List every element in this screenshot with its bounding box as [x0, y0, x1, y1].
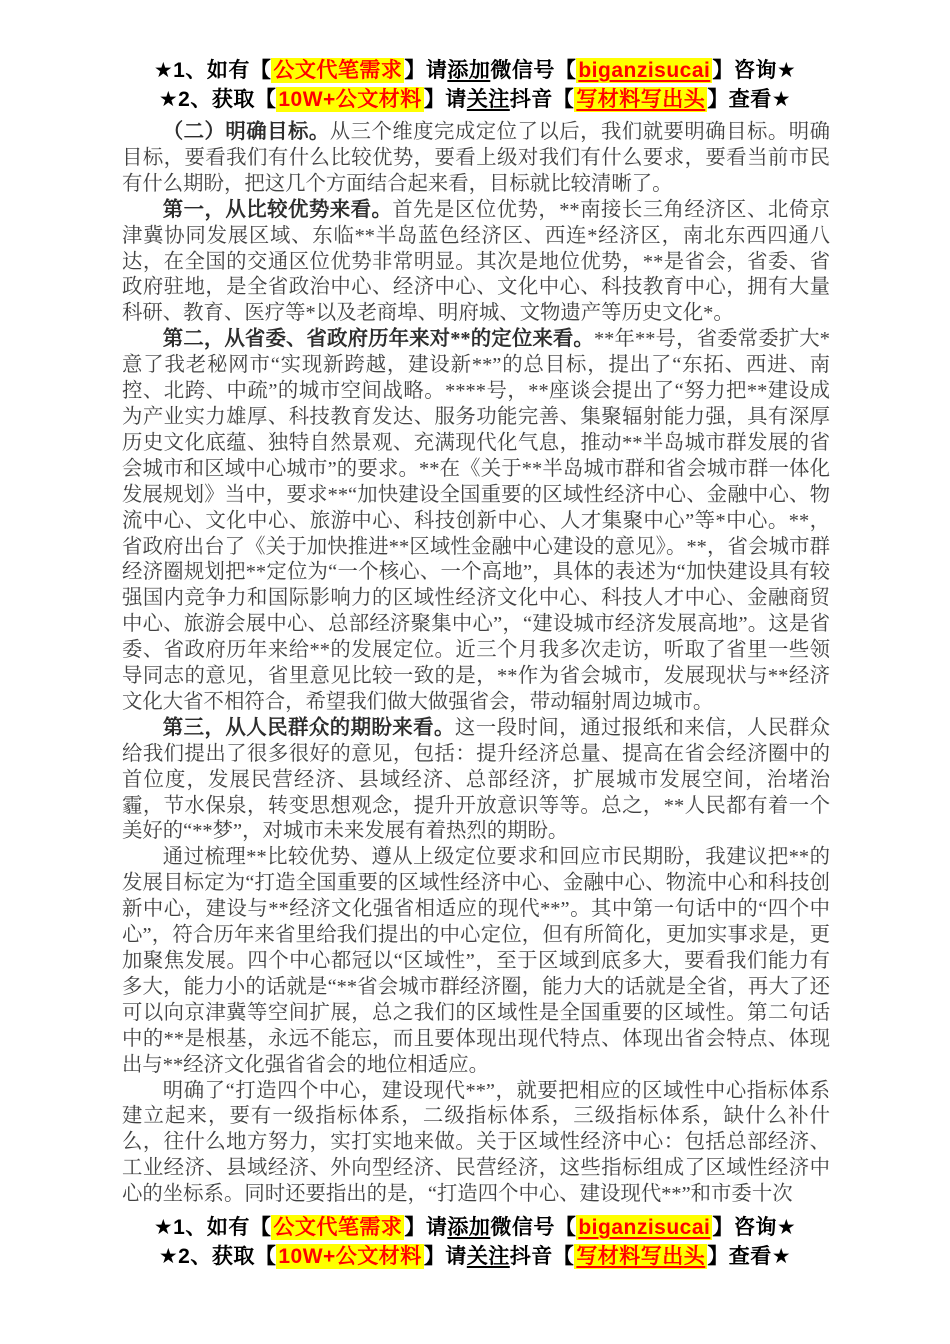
promo-1-prefix: ★1、如有【 [153, 1216, 272, 1239]
promo-2-mid-1: 】请 [423, 1245, 467, 1268]
paragraph-4: 第三，从人民群众的期盼来看。这一段时间，通过报纸和来信，人民群众给我们提出了很多很好的意见，包括：提升经济总量、提高在省会经济圈中的首位度，发展民营经济、县域经济、总部经济，扩展城市发展空间，治堵治霾，节水保泉，转变思想观念，提升开放意识等等。总之，**人民都有着一个美好的“**梦”，对城市未来发展有着热烈的期盼。 [122, 716, 830, 843]
promo-2-follow-underline: 关注 [466, 1245, 510, 1268]
promo-line-1 [0, 56, 950, 85]
promo-1-service-highlight: 公文代笔需求 [273, 59, 403, 82]
paragraph-6: 明确了“打造四个中心，建设现代**”，就要把相应的区域性中心指标体系建立起来，要有一级指标体系，二级指标体系，三级指标体系，缺什么补什么，往什么地方努力，实打实地来做。关于区域性经济中心：包括总部经济、工业经济、县域经济、外向型经济、民营经济，这些指标组成了区域性经济中心的坐标系。同时还要指出的是，“打造四个中心、建设现代**”和市委十次 [122, 1079, 830, 1206]
promo-2-mid-1: 】请 [423, 88, 467, 111]
paragraph-4-lead: 第三，从人民群众的期盼来看。 [162, 716, 455, 739]
douyin-account-highlight: 写材料写出头 [576, 88, 706, 111]
promo-line-2 [0, 85, 950, 114]
promo-2-prefix: ★2、获取【 [158, 88, 277, 111]
promo-line-2 [0, 1242, 950, 1271]
promo-2-suffix: 】查看★ [707, 88, 792, 111]
promo-2-prefix: ★2、获取【 [158, 1245, 277, 1268]
promo-2-mid-2: 抖音【 [509, 88, 575, 111]
promo-1-mid-2: 微信号【 [490, 59, 577, 82]
promo-banner-bottom [0, 1213, 950, 1271]
promo-1-suffix: 】咨询★ [712, 59, 797, 82]
promo-1-mid-1: 】请 [404, 59, 448, 82]
wechat-id-highlight: biganzisucai [578, 1216, 711, 1239]
promo-1-mid-2: 微信号【 [490, 1216, 577, 1239]
paragraph-3-lead: 第二，从省委、省政府历年来对**的定位来看。 [162, 328, 594, 351]
promo-1-mid-1: 】请 [404, 1216, 448, 1239]
promo-banner-top [0, 56, 950, 114]
paragraph-3: 第二，从省委、省政府历年来对**的定位来看。**年**号，省委常委扩大*意了我老秘网市“实现新跨越，建设新**”的总目标，提出了“东拓、西进、南控、北跨、中疏”的城市空间战略。****号，**座谈会提出了“努力把**建设成为产业实力雄厚、科技教育发达、服务功能完善、集聚辐射能力强，具有深厚历史文化底蕴、独特自然景观、充满现代化气息，推动**半岛城市群发展的省会城市和区域中心城市”的要求。**在《关于**半岛城市群和省会城市群一体化发展规划》当中，要求**“加快建设全国重要的区域性经济中心、金融中心、物流中心、文化中心、旅游中心、科技创新中心、人才集聚中心”等*中心。**，省政府出台了《关于加快推进**区域性金融中心建设的意见》。**，省会城市群经济圈规划把**定位为“一个核心、一个高地”，具体的表述为“加快建设具有较强国内竞争力和国际影响力的区域性经济文化中心、科技人才中心、金融商贸中心、旅游会展中心、总部经济聚集中心”，“建设城市经济发展高地”。这是省委、省政府历年来给**的发展定位。近三个月我多次走访，听取了省里一些领导同志的意见，省里意见比较一致的是，**作为省会城市，发展现状与**经济文化大省不相符合，希望我们做大做强省会，带动辐射周边城市。 [122, 328, 830, 713]
promo-2-material-highlight: 10W+公文材料 [278, 1245, 422, 1268]
promo-2-mid-2: 抖音【 [509, 1245, 575, 1268]
paragraph-2-lead: 第一，从比较优势来看。 [162, 198, 393, 221]
promo-2-follow-underline: 关注 [466, 88, 510, 111]
wechat-id-highlight: biganzisucai [578, 59, 711, 82]
douyin-account-highlight: 写材料写出头 [576, 1245, 706, 1268]
promo-1-service-highlight: 公文代笔需求 [273, 1216, 403, 1239]
promo-2-material-highlight: 10W+公文材料 [278, 88, 422, 111]
promo-1-add-underline: 添加 [447, 59, 491, 82]
paragraph-2: 第一，从比较优势来看。首先是区位优势，**南接长三角经济区、北倚京津冀协同发展区域、东临**半岛蓝色经济区、西连*经济区，南北东西四通八达，在全国的交通区位优势非常明显。其次是地位优势，**是省会，省委、省政府驻地，是全省政治中心、经济中心、文化中心、科技教育中心，拥有大量科研、教育、医疗等*以及老商埠、明府城、文物遗产等历史文化*。 [122, 198, 830, 325]
promo-2-suffix: 】查看★ [707, 1245, 792, 1268]
paragraph-1: （二）明确目标。从三个维度完成定位了以后，我们就要明确目标。明确目标，要看我们有什么比较优势，要看上级对我们有什么要求，要看当前市民有什么期盼，把这几个方面结合起来看，目标就比较清晰了。 [122, 121, 830, 195]
paragraph-1-lead: （二）明确目标。 [162, 121, 330, 143]
paragraph-5: 通过梳理**比较优势、遵从上级定位要求和回应市民期盼，我建议把**的发展目标定为“打造全国重要的区域性经济中心、金融中心、物流中心和科技创新中心，建设与**经济文化强省相适应的现代**”。其中第一句话中的“四个中心”，符合历年来省里给我们提出的中心定位，但有所简化，更加实事求是，更加聚焦发展。四个中心都冠以“区域性”，至于区域到底多大，要看我们能力有多大，能力小的话就是“**省会城市群经济圈，能力大的话就是全省，再大了还可以向京津冀等空间扩展，总之我们的区域性是全国重要的区域性。第二句话中的**是根基，永远不能忘，而且要体现出现代特点、体现出省会特点、体现出与**经济文化强省省会的地位相适应。 [122, 846, 830, 1076]
promo-1-add-underline: 添加 [447, 1216, 491, 1239]
promo-1-prefix: ★1、如有【 [153, 59, 272, 82]
promo-1-suffix: 】咨询★ [712, 1216, 797, 1239]
document-body [122, 120, 830, 1208]
promo-line-1 [0, 1213, 950, 1242]
